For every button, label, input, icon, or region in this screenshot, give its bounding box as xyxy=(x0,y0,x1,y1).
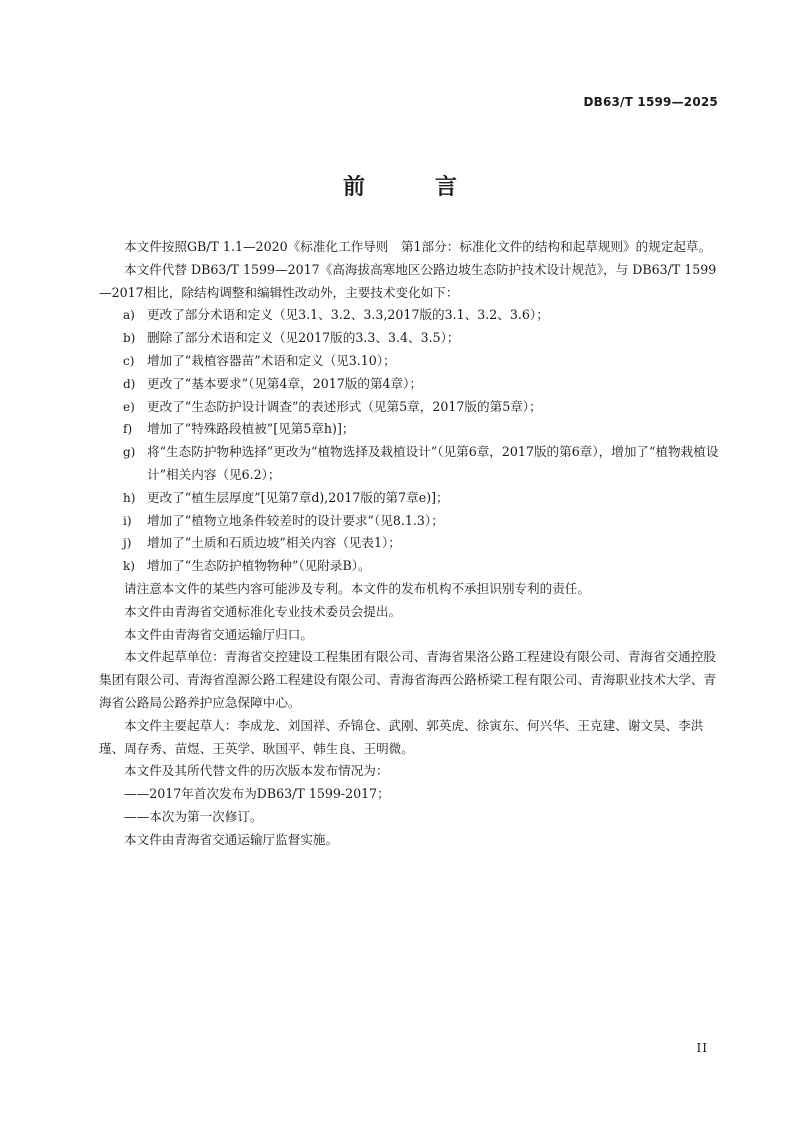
paragraph-drafting-basis: 本文件按照GB/T 1.1—2020《标准化工作导则 第1部分：标准化文件的结构和起草规则》的规定起草。 xyxy=(124,239,712,254)
list-item xyxy=(99,487,719,510)
list-item-text: 更改了“基本要求”（见第4章，2017版的第4章）； xyxy=(147,375,423,391)
list-marker: i) xyxy=(123,513,132,528)
paragraph-drafting-units: 本文件起草单位：青海省交控建设工程集团有限公司、青海省果洛公路工程建设有限公司、青海省交通控股集团有限公司、青海省湟源公路工程建设有限公司、青海省海西公路桥梁工程有限公司、青海职业技术大学、青海省公路局公路养护应急保障中心。 xyxy=(99,649,717,710)
list-item-text: 更改了“植生层厚度”[见第7章d),2017版的第7章e)]； xyxy=(147,489,449,505)
list-marker: k) xyxy=(123,559,135,574)
list-marker: j) xyxy=(123,536,132,551)
list-item-text: 删除了部分术语和定义（见2017版的3.3、3.4、3.5）； xyxy=(147,330,460,346)
list-marker: b) xyxy=(123,331,136,346)
list-item-text: 增加了“生态防护植物物种”（见附录B）。 xyxy=(147,558,371,574)
list-item xyxy=(99,532,719,555)
page-number: II xyxy=(696,1041,708,1055)
paragraph-proposer: 本文件由青海省交通标准化专业技术委员会提出。 xyxy=(124,603,402,619)
paragraph-history-revision: ——本次为第一次修订。 xyxy=(124,808,263,824)
page-title: 前 言 xyxy=(342,175,481,200)
list-item-text: 更改了部分术语和定义（见3.1、3.2、3.3,2017版的3.1、3.2、3.6）； xyxy=(147,307,549,323)
document-code: DB63/T 1599—2025 xyxy=(583,95,718,109)
paragraph-replacement-note: 本文件代替 DB63/T 1599—2017《高海拔高寒地区公路边坡生态防护技术设计规范》，与 DB63/T 1599—2017相比，除结构调整和编辑性改动外，主要技术变化如下： xyxy=(99,261,717,300)
list-marker: e) xyxy=(123,399,135,414)
list-marker: g) xyxy=(123,445,136,460)
list-item xyxy=(99,555,719,578)
list-item xyxy=(99,304,719,327)
list-item-text: 更改了“生态防护设计调查”的表述形式（见第5章，2017版的第5章）； xyxy=(147,398,542,414)
list-marker: d) xyxy=(123,376,136,391)
list-item xyxy=(99,350,719,373)
list-item-text: 将“生态防护物种选择”更改为“植物选择及栽植设计”（见第6章，2017版的第6章），增加了“植物栽植设计”相关内容（见6.2）； xyxy=(147,444,719,482)
list-item-text: 增加了“植物立地条件较差时的设计要求”（见8.1.3）； xyxy=(147,512,444,528)
list-item xyxy=(99,396,719,419)
list-item xyxy=(99,327,719,350)
list-item xyxy=(99,510,719,533)
list-marker: a) xyxy=(123,308,135,323)
list-item xyxy=(99,418,719,441)
list-item-text: 增加了“土质和石质边坡”相关内容（见表1）； xyxy=(147,535,401,551)
paragraph-drafters: 本文件主要起草人：李成龙、刘国祥、乔锦仓、武刚、郭英虎、徐寅东、何兴华、王克建、谢文昊、李洪瑾、周存秀、苗煜、王英学、耿国平、韩生良、王明微。 xyxy=(99,717,704,756)
list-item xyxy=(99,373,719,396)
list-item xyxy=(99,441,719,487)
paragraph-version-history: 本文件及其所代替文件的历次版本发布情况为： xyxy=(124,763,389,779)
list-marker: h) xyxy=(123,490,136,505)
paragraph-administrator: 本文件由青海省交通运输厅归口。 xyxy=(124,626,313,642)
paragraph-patent-notice: 请注意本文件的某些内容可能涉及专利。本文件的发布机构不承担识别专利的责任。 xyxy=(124,580,590,596)
list-marker: c) xyxy=(123,353,135,368)
paragraph-supervision: 本文件由青海省交通运输厅监督实施。 xyxy=(124,831,339,847)
list-marker: f) xyxy=(123,422,133,437)
foreword-body xyxy=(99,236,719,852)
paragraph-history-2017: ——2017年首次发布为DB63/T 1599-2017； xyxy=(124,786,390,802)
technical-changes-list xyxy=(99,304,719,578)
list-item-text: 增加了“特殊路段植被”[见第5章h)]； xyxy=(147,421,355,437)
list-item-text: 增加了“栽植容器苗”术语和定义（见3.10）； xyxy=(147,352,396,368)
